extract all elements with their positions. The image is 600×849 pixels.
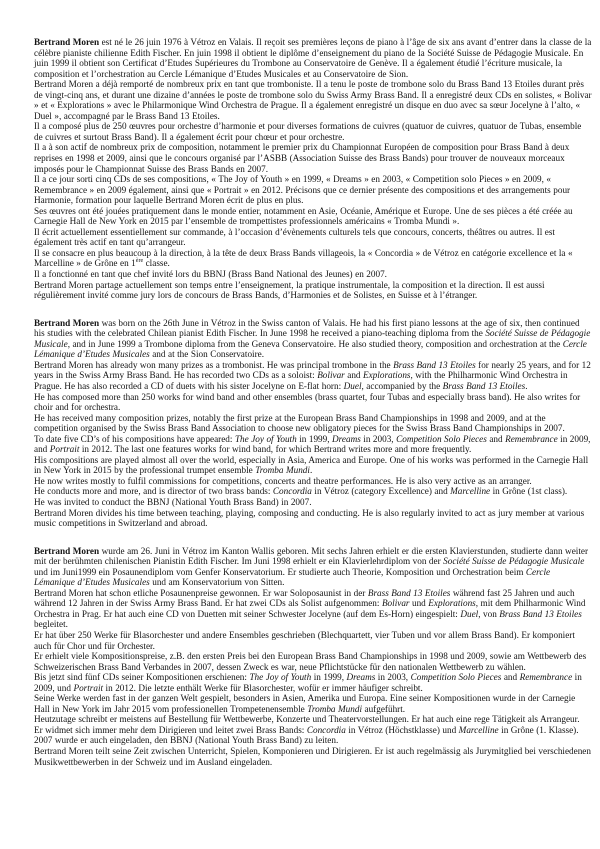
- text-run: He has composed more than 250 works for wind band and other ensembles (brass quartet, four Tubas and especially brass band). He also writes for choir and for orchestra.: [34, 391, 581, 413]
- text-run: Er widmet sich immer mehr dem Dirigieren und leitet zwei Brass Bands:: [34, 724, 307, 735]
- text-run: Il a à son actif de nombreux prix de composition, notamment le premier prix du Championnat Européen de composition pour Brass Band à deux reprises en 1998 et 2009, ainsi que le concours organisé par l’ASBB (Association Suisse des Brass Bands) pour trouver de nouveaux morceaux imposés pour le Championnat Suisse des Brass Bands en 2007.: [34, 142, 570, 174]
- text-run: Cercle Lémanique d’Etudes Musicales: [34, 338, 587, 360]
- text-run: .: [309, 465, 313, 476]
- text-run: , von: [478, 608, 500, 619]
- text-run: The Joy of Youth: [249, 672, 312, 683]
- text-run: in 2003,: [360, 433, 397, 444]
- text-run: Société Suisse de Pédagogie Musicale: [443, 556, 585, 567]
- text-run: Duel: [460, 608, 479, 619]
- text-run: classe.: [143, 258, 170, 269]
- text-run: Explorations: [363, 370, 411, 381]
- paragraph: [34, 672, 592, 693]
- text-run: and: [344, 370, 364, 381]
- paragraph: [34, 37, 592, 79]
- text-run: Bertrand Moren partage actuellement son temps entre l’enseignement, la pratique instrumentale, la composition et la direction. Il est aussi régulièrement invité comme jury lors de concours de Brass Bands, d’Harmonies et de Solistes, en Suisse et à l’étranger.: [34, 279, 545, 301]
- text-run: Duel: [343, 380, 362, 391]
- paragraph: [34, 269, 592, 280]
- text-run: Ses œuvres ont été jouées pratiquement dans le monde entier, notamment en Asie, Océanie, Amérique et Europe. Une de ses pièces a été créée au Carnegie Hall de New York en 2015 par l’ensemble de trompettistes professionnels américains « Tromba Mundi ».: [34, 205, 573, 227]
- text-run: Tromba Mundi: [307, 703, 363, 714]
- superscript: ère: [135, 258, 144, 265]
- text-run: He now writes mostly to fulfil commissions for competitions, concerts and theatre performances. He is also very active as an arranger.: [34, 475, 532, 486]
- text-run: in 2012. Die letzte enthält Werke für Blasorchester, wofür er immer häufiger schreibt.: [103, 682, 423, 693]
- text-run: Dreams: [346, 672, 376, 683]
- paragraph: [34, 651, 592, 672]
- paragraph: [34, 693, 592, 714]
- paragraph: [34, 735, 592, 746]
- text-run: und am Konservatorium von Sitten.: [149, 577, 285, 588]
- text-run: , mit dem Philharmonic Wind Orchestra in Prag. Er hat auch eine CD von Duetten mit seiner Schwester Jocelyne (auf dem Es-Horn) eingespielt:: [34, 598, 586, 619]
- text-run: in 2003,: [375, 672, 411, 683]
- paragraph: [34, 497, 592, 508]
- text-run: Bis jetzt sind fünf CDs seiner Kompositionen erschienen:: [34, 672, 250, 683]
- paragraph: [34, 280, 592, 301]
- text-run: Brass Band 13 Etoiles: [442, 380, 526, 391]
- person-name: Bertrand Moren: [34, 317, 100, 328]
- paragraph: [34, 725, 592, 736]
- text-run: in Vétroz (category Excellence) and: [311, 486, 451, 497]
- paragraph: [34, 248, 592, 269]
- paragraph: [34, 486, 592, 497]
- paragraph: [34, 714, 592, 725]
- text-run: Competition Solo Pieces: [410, 672, 502, 683]
- text-run: Tromba Mundi: [255, 465, 310, 476]
- paragraph: [34, 413, 592, 434]
- text-run: He conducts more and more, and is director of two brass bands:: [34, 486, 273, 497]
- text-run: Brass Band 13 Etoiles: [499, 608, 582, 619]
- text-run: aufgeführt.: [362, 703, 406, 714]
- text-run: .: [525, 380, 528, 391]
- text-run: He has received many composition prizes, notably the first prize at the European Brass Band Championships in 1998 and 2009, and at the competition organised by the Swiss Brass Band Association to choose new obligatory pieces for the Swiss Brass Band Championships in 2007.: [34, 412, 565, 434]
- paragraph: [34, 318, 592, 360]
- text-run: und: [409, 598, 429, 609]
- text-run: and at the Sion Conservatoire.: [149, 349, 265, 360]
- text-run: in 1999,: [311, 672, 347, 683]
- text-run: To date five CD’s of his compositions have appeared:: [34, 433, 235, 444]
- text-run: and: [501, 672, 520, 683]
- text-run: während fast 25 Jahren und auch während 12 Jahren in der Swiss Army Brass Band. Er hat zwei CDs als Solist aufgenommen:: [34, 587, 575, 609]
- paragraph: [34, 174, 592, 206]
- text-run: Remembrance: [519, 672, 573, 683]
- person-name: Bertrand Moren: [34, 545, 100, 556]
- text-run: in 1999,: [296, 433, 333, 444]
- paragraph: [34, 206, 592, 227]
- paragraph: [34, 360, 592, 392]
- text-run: in Vétroz (Höchstklasse) und: [345, 724, 459, 735]
- paragraph: [34, 227, 592, 248]
- text-run: Portrait: [49, 444, 80, 455]
- text-run: Bolivar: [317, 370, 345, 381]
- text-run: , with the Philharmonic Wind Orchestra in Prague. He has also recorded a CD of duets with his sister Jocelyne on E-flat horn:: [34, 370, 568, 391]
- text-run: for nearly 25 years, and for 12 years in the Swiss Army Brass Band. He has recorded two CDs as a soloist:: [34, 359, 591, 381]
- text-run: Er erhielt viele Kompositionspreise, z.B. den ersten Preis bei den European Brass Band Championships in 1998 und 2009, sowie am Wettbewerb des Schweizerischen Brass Band Verbandes in 2007, dessen Zweck es war, neue Pflichtstücke für den nationalen Wettbewerb zu wählen.: [34, 651, 587, 672]
- text-run: in Grône (1st class).: [490, 486, 568, 497]
- paragraph: [34, 746, 592, 767]
- text-run: Bertrand Moren hat schon etliche Posaunenpreise gewonnen. Er war Soloposaunist in der: [34, 587, 368, 598]
- paragraph: [34, 142, 592, 174]
- text-run: Brass Band 13 Etoiles: [367, 587, 451, 598]
- text-run: est né le 26 juin 1976 à Vétroz en Valais. Il reçoit ses premières leçons de piano à l’âge de six ans avant d’entrer dans la classe de la célèbre pianiste chilienne Edith Fischer. En juin 1998 il obtient le diplôme d’enseignement du piano de la Société Suisse de Pédagogie Musicale. En juin 1999 il obtient son Certificat d’Etudes Supérieures du Trombone au Conservatoire de Genève. Il a également étudié l’écriture musicale, la composition et l’orchestration au Cercle Lémanique d’Etudes Musicales et au Conservatoire de Sion.: [34, 37, 592, 79]
- text-run: Brass Band 13 Etoiles: [393, 359, 476, 370]
- text-run: in Grône (1. Klasse).: [498, 724, 579, 735]
- text-run: Heutzutage schreibt er meistens auf Bestellung für Wettbewerbe, Konzerte und Theatervorstellungen. Er hat auch eine rege Tätigkeit als Arrangeur.: [34, 714, 580, 725]
- paragraph: [34, 434, 592, 455]
- paragraph: [34, 79, 592, 121]
- text-run: Concordia: [272, 486, 312, 497]
- paragraph: [34, 508, 592, 529]
- text-run: and: [486, 433, 506, 444]
- text-run: , accompanied by the: [361, 380, 443, 391]
- text-run: Er hat über 250 Werke für Blasorchester und andere Ensembles geschrieben (Blechquartett, vier Tuben und vor allem Brass Band). Er komponiert auch für Chor und für Orchester.: [34, 629, 575, 651]
- paragraph: [34, 476, 592, 487]
- text-run: Cercle Lémanique d’Etudes Musicales: [34, 566, 551, 588]
- text-run: wurde am 26. Juni in Vétroz im Kanton Wallis geboren. Mit sechs Jahren erhielt er die ersten Klavierstunden, studierte dann weiter mit der berühmten chilenischen Pianistin Edith Fischer. Im Juni 1998 erhielt er ein Klavierlehrdiplom von der: [34, 545, 589, 567]
- paragraph: [34, 630, 592, 651]
- text-run: Explorations: [428, 598, 476, 609]
- text-run: Il a composé plus de 250 œuvres pour orchestre d’harmonie et pour diverses formations de cuivres (quatuor de cuivres, quatuor de Tubas, ensemble de cuivres et surtout Brass Band). Il a également écrit pour chœur et pour orchestre.: [34, 121, 582, 142]
- text-run: Competition Solo Pieces: [396, 433, 487, 444]
- text-run: He was invited to conduct the BBNJ (National Youth Brass Band) in 2007.: [34, 496, 312, 507]
- bio-section-german: [34, 546, 592, 767]
- text-run: Bertrand Moren a déjà remporté de nombreux prix en tant que tromboniste. Il a tenu le poste de trombone solo du Brass Band 13 Etoiles durant près de vingt-cinq ans, et durant une dizaine d’années le poste de trombone solo du Swiss Army Brass Band. Il a enregistré deux CDs en solistes, « Bolivar » et « Explorations » avec le Philarmonique Wind Orchestra de Prague. Il a également enregistré un disque en duo avec sa sœur Jocelyne à l’alto, « Duel », accompagné par le Brass Band 13 Etoiles.: [34, 79, 592, 121]
- text-run: Seine Werke werden fast in der ganzen Welt gespielt, besonders in Asien, Amerika und Europa. Eine seiner Kompositionen wurde in der Carnegie Hall in New York im Jahr 2015 vom professionellen Trompetenensemble: [34, 693, 576, 714]
- text-run: Marcelline: [458, 724, 499, 735]
- text-run: und im Juni1999 ein Posaunendiplom vom Genfer Konservatorium. Er studierte auch Theorie, Komposition und Orchestration beim: [34, 566, 526, 577]
- text-run: Bolivar: [381, 598, 410, 609]
- paragraph: [34, 455, 592, 476]
- text-run: Il écrit actuellement essentiellement sur commande, à l’occasion d’évènements culturels tels que concours, concerts, théâtres ou autres. Il est également très actif en tant qu’arrangeur.: [34, 226, 555, 248]
- text-run: in 2012. The last one features works for wind band, for which Bertrand writes more and more frequently.: [79, 444, 472, 455]
- paragraph: [34, 121, 592, 142]
- text-run: Bertrand Moren divides his time between teaching, playing, composing and conducting. He is also regularly invited to act as jury member at various music competitions in Switzerland and abroad.: [34, 507, 585, 529]
- person-name: Bertrand Moren: [34, 37, 100, 47]
- bio-section-english: [34, 318, 592, 529]
- text-run: Marcelline: [450, 486, 491, 497]
- paragraph: [34, 588, 592, 630]
- text-run: Dreams: [332, 433, 361, 444]
- text-run: Société Suisse de Pédagogie Musicale: [34, 328, 591, 349]
- text-run: in 2009, und: [34, 672, 582, 693]
- text-run: Remembrance: [505, 433, 558, 444]
- text-run: Bertrand Moren teilt seine Zeit zwischen Unterricht, Spielen, Komponieren und Dirigieren. Er ist auch regelmässig als Jurymitglied bei verschiedenen Musikwettbewerben in der Schweiz und im Ausland eingeladen.: [34, 746, 591, 767]
- bio-section-french: [34, 37, 592, 301]
- text-run: His compositions are played almost all over the world, especially in Asia, America and Europe. One of his works was performed in the Carnegie Hall in New York in 2015 by the professional trumpet ensemble: [34, 454, 589, 476]
- text-run: was born on the 26th June in Vétroz in the Swiss canton of Valais. He had his first piano lessons at the age of six, then continued his studies with the celebrated Chilean pianist Edith Fischer. In June 1998 he received a piano-teaching diploma from the: [34, 317, 580, 339]
- text-run: 2007 wurde er auch eingeladen, den BBNJ (National Youth Brass Band) zu leiten.: [34, 735, 339, 746]
- text-run: Il a fonctionné en tant que chef invité lors du BBNJ (Brass Band National des Jeunes) en 2007.: [34, 269, 387, 280]
- text-run: Portrait: [73, 682, 104, 693]
- text-run: Il a ce jour sorti cinq CDs de ses compositions, « The Joy of Youth » en 1999, « Dreams » en 2003, « Competition solo Pieces » en 2009, « Remembrance » en 2009 également, ainsi que « Portrait » en 2012. Précisons que ce dernier présente des compositions et des arrangements pour Harmonie, formation pour laquelle Bertrand Moren écrit de plus en plus.: [34, 174, 571, 206]
- paragraph: [34, 392, 592, 413]
- paragraph: [34, 546, 592, 588]
- text-run: The Joy of Youth: [234, 433, 297, 444]
- text-run: Bertrand Moren has already won many prizes as a trombonist. He was principal trombone in the: [34, 359, 394, 370]
- text-run: in 2009, and: [34, 433, 591, 455]
- text-run: Il se consacre en plus beaucoup à la direction, à la tête de deux Brass Bands villageois, la « Concordia » de Vétroz en catégorie excellence et la « Marcelline » de Grône en 1: [34, 247, 573, 269]
- text-run: begleitet.: [34, 619, 68, 630]
- text-run: , and in June 1999 a Trombone diploma from the Geneva Conservatoire. He also studied theory, composition and orchestration at the: [67, 338, 563, 349]
- text-run: Concordia: [306, 724, 346, 735]
